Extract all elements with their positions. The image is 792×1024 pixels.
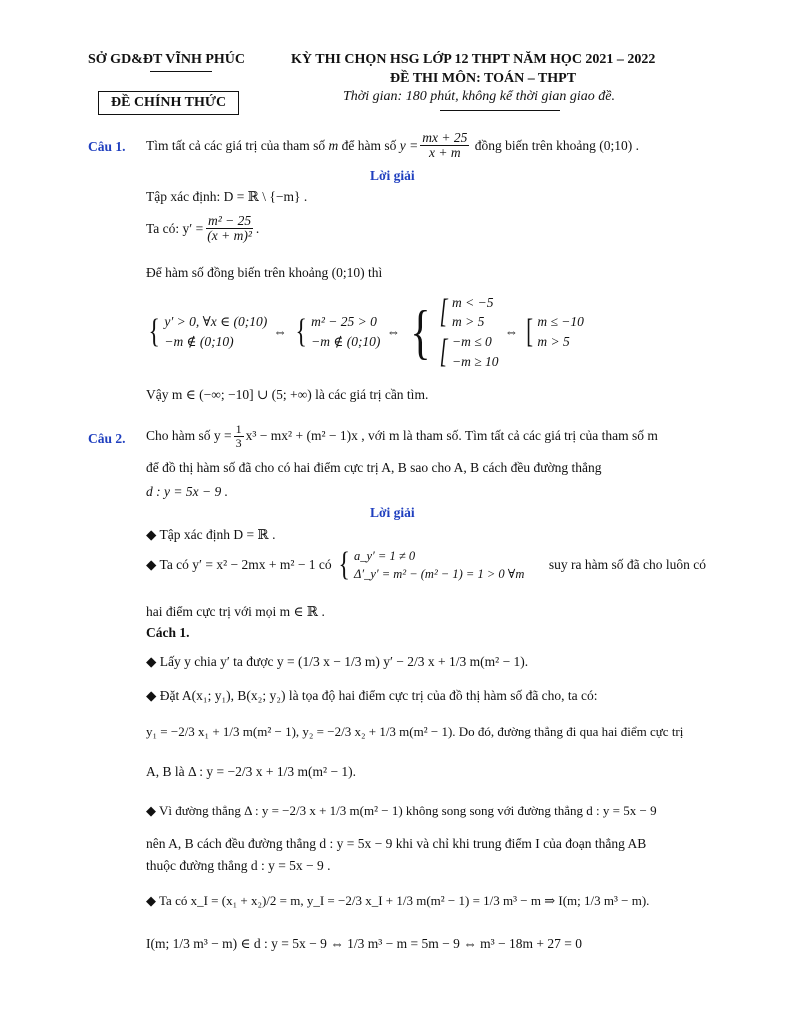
q2-method-1: Cách 1. [146, 625, 190, 640]
q1-deriv-suffix: . [255, 220, 260, 236]
exam-time: Thời gian: 180 phút, không kể thời gian giao đề. [343, 89, 615, 104]
q1-text-a: Tìm tất cả các giá trị của tham số [146, 137, 326, 153]
department-name: SỞ GD&ĐT VĨNH PHÚC [88, 52, 246, 67]
q2-solution-title: Lời giải [370, 505, 415, 520]
q1-system-2: { m² − 25 > 0 −m ∉ (0;10) [295, 313, 381, 350]
exam-title: KỲ THI CHỌN HSG LỚP 12 THPT NĂM HỌC 2021 – 2022 [291, 52, 656, 67]
q2-b2-continuation: hai điểm cực trị với mọi m ∈ ℝ . [146, 604, 325, 619]
q2-line1-fraction [234, 423, 244, 449]
q2-frac-num: 1 [235, 422, 242, 436]
q2-line-1 [146, 423, 658, 449]
q2-bullet-parallel: ◆ Vì đường thẳng Δ : y = −2/3 x + 1/3 m(m² − 1) không song song với đường thẳng d : y = 5x − 9 [146, 803, 657, 818]
q1-sys1-line-a: y′ > 0, ∀x ∈ (0;10) [164, 314, 268, 330]
q2-line-delta: A, B là Δ : y = −2/3 x + 1/3 m(m² − 1). [146, 764, 357, 779]
q1-derivative [146, 214, 259, 243]
q2-final-equation: I(m; 1/3 m³ − m) ∈ d : y = 5x − 9 ⇔ 1/3 m³ − m = 5m − 9 ⇔ m³ − 18m + 27 = 0 [146, 936, 583, 951]
q2-equidistant: nên A, B cách đều đường thẳng d : y = 5x − 9 khi và chỉ khi trung điểm I của đoạn thẳng AB [146, 836, 647, 851]
q1-sys4-line-a: m ≤ −10 [537, 314, 584, 330]
q1-equiv-1: ⇔ [273, 324, 287, 339]
q1-param-m: m [328, 137, 339, 153]
q1-text-c: đồng biến trên khoảng [474, 137, 596, 153]
q1-text-b: để hàm số [341, 137, 397, 153]
q1-func-lhs: y = [399, 137, 419, 153]
q1-equiv-3: ⇔ [504, 324, 519, 339]
q2-bullet-midpoint: ◆ Ta có x_I = (x₁ + x₂)/2 = m, y_I = −2/3 x_I + 1/3 m(m² − 1) = 1/3 m³ − m ⇒ I(m; 1/3 m³ − m). [146, 893, 650, 908]
q1-func-denominator: x + m [429, 145, 461, 161]
q1-condition: Để hàm số đồng biến trên khoảng (0;10) thì [146, 265, 383, 280]
q2-bullet-derivative [146, 547, 706, 583]
department-underline [150, 71, 212, 72]
q1-deriv-denominator: (x + m)² [207, 228, 252, 244]
q1-label: Câu 1. [88, 139, 126, 154]
q2-extrema-values: y₁ = −2/3 x₁ + 1/3 m(m² − 1), y₂ = −2/3 x₂ + 1/3 m(m² − 1). Do đó, đường thẳng đi qua hai điểm cực trị [146, 724, 684, 739]
q1-equivalence-chain [146, 292, 584, 372]
q2-line1-b: x³ − mx² + (m² − 1)x , với m là tham số. Tìm tất cả các giá trị của tham số m [245, 428, 658, 444]
q1-deriv-fraction [205, 214, 254, 243]
q2-line-2: để đồ thị hàm số đã cho có hai điểm cực trị A, B sao cho A, B cách đều đường thẳng [146, 460, 602, 475]
q2-bullet-points: ◆ Đặt A(x₁; y₁), B(x₂; y₂) là tọa độ hai điểm cực trị của đồ thị hàm số đã cho, ta có: [146, 688, 598, 703]
q1-sys3-line-c: −m ≤ 0 [451, 334, 492, 349]
q2-b2-sys-b: Δ′_y′ = m² − (m² − 1) = 1 > 0 ∀m [354, 567, 525, 582]
q1-deriv-numerator: m² − 25 [207, 213, 252, 228]
q1-function-fraction [420, 131, 469, 160]
q1-system-1: { y′ > 0, ∀x ∈ (0;10) −m ∉ (0;10) [148, 313, 268, 350]
q1-sys3-line-a: m < −5 [451, 294, 494, 310]
q1-interval: (0;10) . [599, 137, 639, 153]
q1-deriv-prefix: Ta có: y′ = [146, 220, 204, 236]
q1-sys1-line-b: −m ∉ (0;10) [164, 334, 234, 349]
q1-sys2-line-b: −m ∉ (0;10) [311, 334, 381, 349]
q2-bullet-divide: ◆ Lấy y chia y′ ta được y = (1/3 x − 1/3 m) y′ − 2/3 x + 1/3 m(m² − 1). [146, 654, 529, 669]
exam-subject: ĐỀ THI MÔN: TOÁN – THPT [390, 71, 577, 86]
q1-sys3-line-d: −m ≥ 10 [451, 353, 499, 369]
q2-b2-b: suy ra hàm số đã cho luôn có [548, 557, 706, 573]
q1-sys4-line-b: m > 5 [537, 334, 570, 349]
q2-b2-sys-a: a_y′ = 1 ≠ 0 [354, 549, 416, 563]
q1-domain: Tập xác định: D = ℝ \ {−m} . [146, 189, 308, 204]
q1-sys3-line-b: m > 5 [451, 314, 485, 330]
q1-func-numerator: mx + 25 [422, 130, 468, 145]
q1-statement [146, 131, 639, 160]
q1-equiv-2: ⇔ [386, 324, 400, 339]
q1-solution-title: Lời giải [370, 168, 415, 183]
q1-sys2-line-a: m² − 25 > 0 [311, 314, 377, 330]
q2-midpoint-on-d: thuộc đường thẳng d : y = 5x − 9 . [146, 858, 331, 873]
q1-conclusion: Vậy m ∈ (−∞; −10] ∪ (5; +∞) là các giá trị cần tìm. [146, 387, 429, 402]
q2-line1-a: Cho hàm số y = [146, 428, 232, 444]
q2-frac-den: 3 [235, 435, 242, 450]
official-badge: ĐỀ CHÍNH THỨC [98, 91, 239, 115]
q2-b2-system: { a_y′ = 1 ≠ 0 Δ′_y′ = m² − (m² − 1) = 1 > 0 ∀m [338, 546, 525, 584]
q2-line-3: d : y = 5x − 9 . [146, 484, 228, 499]
time-underline [440, 110, 560, 111]
q1-system-3: { [ m < −5 m > 5 [ −m ≤ 0 −m ≥ 10 [410, 293, 499, 370]
q2-label: Câu 2. [88, 431, 126, 446]
q2-b2-a: ◆ Ta có y′ = x² − 2mx + m² − 1 có [146, 557, 332, 573]
q1-system-4: [ m ≤ −10 m > 5 [526, 313, 584, 350]
q2-bullet-domain: ◆ Tập xác định D = ℝ . [146, 527, 276, 542]
